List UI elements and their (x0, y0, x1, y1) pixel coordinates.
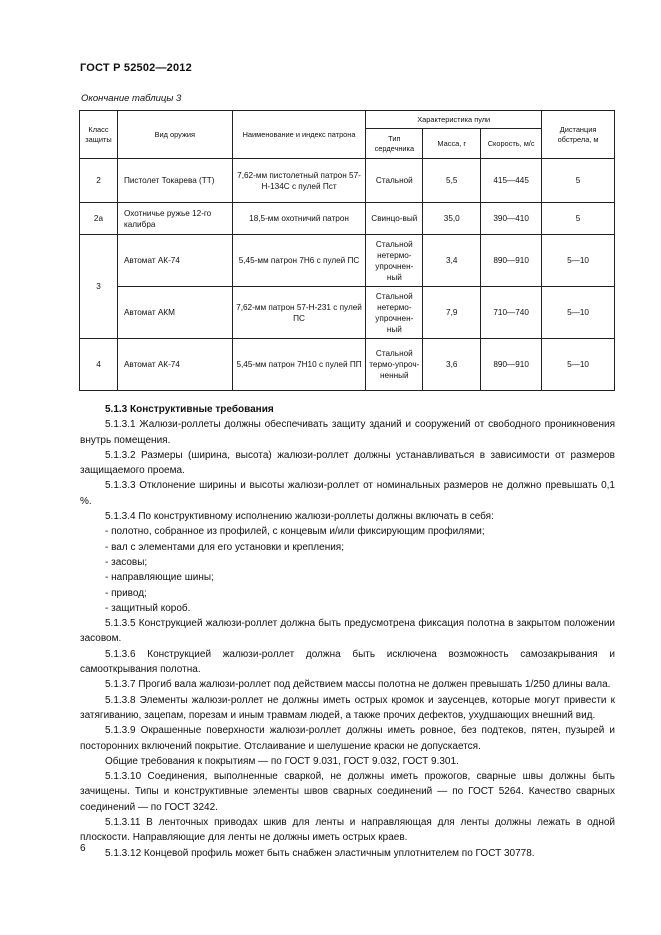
list-item: - направляющие шины; (105, 572, 214, 584)
table-row (80, 339, 615, 391)
cell-ammo: 7,62-мм патрон 57-Н-231 с пулей ПС (232, 287, 366, 339)
cell-weapon: Автомат АК-74 (117, 339, 232, 391)
paragraph: 5.1.3.10 Соединения, выполненные сваркой, не должны иметь прожогов, сварные швы должны быть зачищены. Типы и конструктивные элементы швов сварных соединений — по ГОСТ 5264. Качество сварных соединений — по ГОСТ 3242. (80, 771, 615, 813)
cell-distance: 5—10 (542, 287, 615, 339)
header-speed: Скорость, м/с (481, 129, 542, 159)
cell-distance: 5—10 (542, 339, 615, 391)
table-row (80, 203, 615, 235)
page-number: 6 (80, 843, 86, 854)
ballistic-class-table (79, 110, 615, 391)
cell-mass: 5,5 (423, 159, 481, 203)
list-item: - засовы; (105, 556, 148, 568)
paragraph: Общие требования к покрытиям — по ГОСТ 9.031, ГОСТ 9.032, ГОСТ 9.301. (105, 755, 459, 767)
cell-weapon: Автомат АКМ (117, 287, 232, 339)
cell-core: Стальной нетермо-упрочнен-ный (366, 287, 423, 339)
cell-ammo: 18,5-мм охотничий патрон (232, 203, 366, 235)
cell-weapon: Автомат АК-74 (117, 235, 232, 287)
cell-weapon: Охотничье ружье 12-го калибра (117, 203, 232, 235)
section-heading: 5.1.3 Конструктивные требования (105, 404, 274, 415)
header-mass: Масса, г (423, 129, 481, 159)
cell-distance: 5—10 (542, 235, 615, 287)
cell-distance: 5 (542, 203, 615, 235)
cell-speed: 890—910 (481, 339, 542, 391)
paragraph: 5.1.3.2 Размеры (ширина, высота) жалюзи-роллет должны устанавливаться в зависимости от размеров защищаемого проема. (80, 449, 615, 477)
section-body (80, 402, 615, 861)
cell-class: 3 (80, 235, 118, 339)
paragraph: 5.1.3.11 В ленточных приводах шкив для ленты и направляющая для ленты должны лежать в одной плоскости. Направляющие для ленты не должны иметь острых краев. (80, 817, 615, 844)
paragraph: 5.1.3.12 Концевой профиль может быть снабжен эластичным уплотнителем по ГОСТ 30778. (105, 847, 535, 859)
cell-speed: 415—445 (481, 159, 542, 203)
cell-ammo: 7,62-мм пистолетный патрон 57-Н-134С с пулей Пст (232, 159, 366, 203)
list-item: - полотно, собранное из профилей, с концевым и/или фиксирующим профилями; (105, 526, 485, 538)
cell-distance: 5 (542, 159, 615, 203)
cell-ammo: 5,45-мм патрон 7Н10 с пулей ПП (232, 339, 366, 391)
paragraph: 5.1.3.9 Окрашенные поверхности жалюзи-роллет должны иметь ровное, без подтеков, пятен, пузырей и посторонних включений покрытие. Отслаивание и шелушение краски не допускается. (80, 725, 615, 752)
cell-mass: 3,4 (423, 235, 481, 287)
document-header: ГОСТ Р 52502—2012 (80, 62, 192, 74)
header-distance: Дистанция обстрела, м (542, 111, 615, 159)
cell-ammo: 5,45-мм патрон 7Н6 с пулей ПС (232, 235, 366, 287)
paragraph: 5.1.3.8 Элементы жалюзи-роллет не должны иметь острых кромок и заусенцев, которые могут привести к затягиванию, зацепам, порезам и иным травмам людей, а также прочих дефектов, ухудшающих внешний вид. (80, 694, 615, 721)
cell-speed: 710—740 (481, 287, 542, 339)
cell-core: Свинцо-вый (366, 203, 423, 235)
table-caption: Окончание таблицы 3 (81, 93, 182, 104)
cell-core: Стальной (366, 159, 423, 203)
cell-class: 4 (80, 339, 118, 391)
cell-mass: 35,0 (423, 203, 481, 235)
header-ammo: Наименование и индекс патрона (232, 111, 366, 159)
paragraph: 5.1.3.5 Конструкцией жалюзи-роллет должна быть предусмотрена фиксация полотна в закрытом положении засовом. (80, 618, 615, 645)
header-core: Тип сердечника (366, 129, 423, 159)
paragraph: 5.1.3.7 Прогиб вала жалюзи-роллет под действием массы полотна не должен превышать 1/250 длины вала. (105, 679, 611, 691)
list-item: - защитный короб. (105, 602, 191, 614)
paragraph: 5.1.3.3 Отклонение ширины и высоты жалюзи-роллет от номинальных размеров не должно превышать 0,1 %. (80, 480, 615, 507)
cell-speed: 390—410 (481, 203, 542, 235)
list-item: - вал с элементами для его установки и крепления; (105, 541, 344, 553)
header-weapon: Вид оружия (117, 111, 232, 159)
paragraph: 5.1.3.4 По конструктивному исполнению жалюзи-роллеты должны включать в себя: (105, 511, 494, 523)
header-class: Класс защиты (80, 111, 118, 159)
paragraph: 5.1.3.6 Конструкцией жалюзи-роллет должна быть исключена возможность самозакрывания и самооткрывания полотна. (80, 648, 615, 676)
cell-class: 2 (80, 159, 118, 203)
table-row (80, 235, 615, 287)
cell-weapon: Пистолет Токарева (ТТ) (117, 159, 232, 203)
header-bullet-group: Характеристика пули (366, 111, 542, 129)
cell-class: 2а (80, 203, 118, 235)
table-row (80, 287, 615, 339)
paragraph: 5.1.3.1 Жалюзи-роллеты должны обеспечивать защиту зданий и сооружений от свободного проникновения внутрь помещения. (80, 419, 615, 446)
list-item: - привод; (105, 587, 147, 599)
table-row (80, 159, 615, 203)
cell-mass: 3,6 (423, 339, 481, 391)
cell-core: Стальной термо-упроч-ненный (366, 339, 423, 391)
cell-speed: 890—910 (481, 235, 542, 287)
cell-mass: 7,9 (423, 287, 481, 339)
cell-core: Стальной нетермо-упрочнен-ный (366, 235, 423, 287)
